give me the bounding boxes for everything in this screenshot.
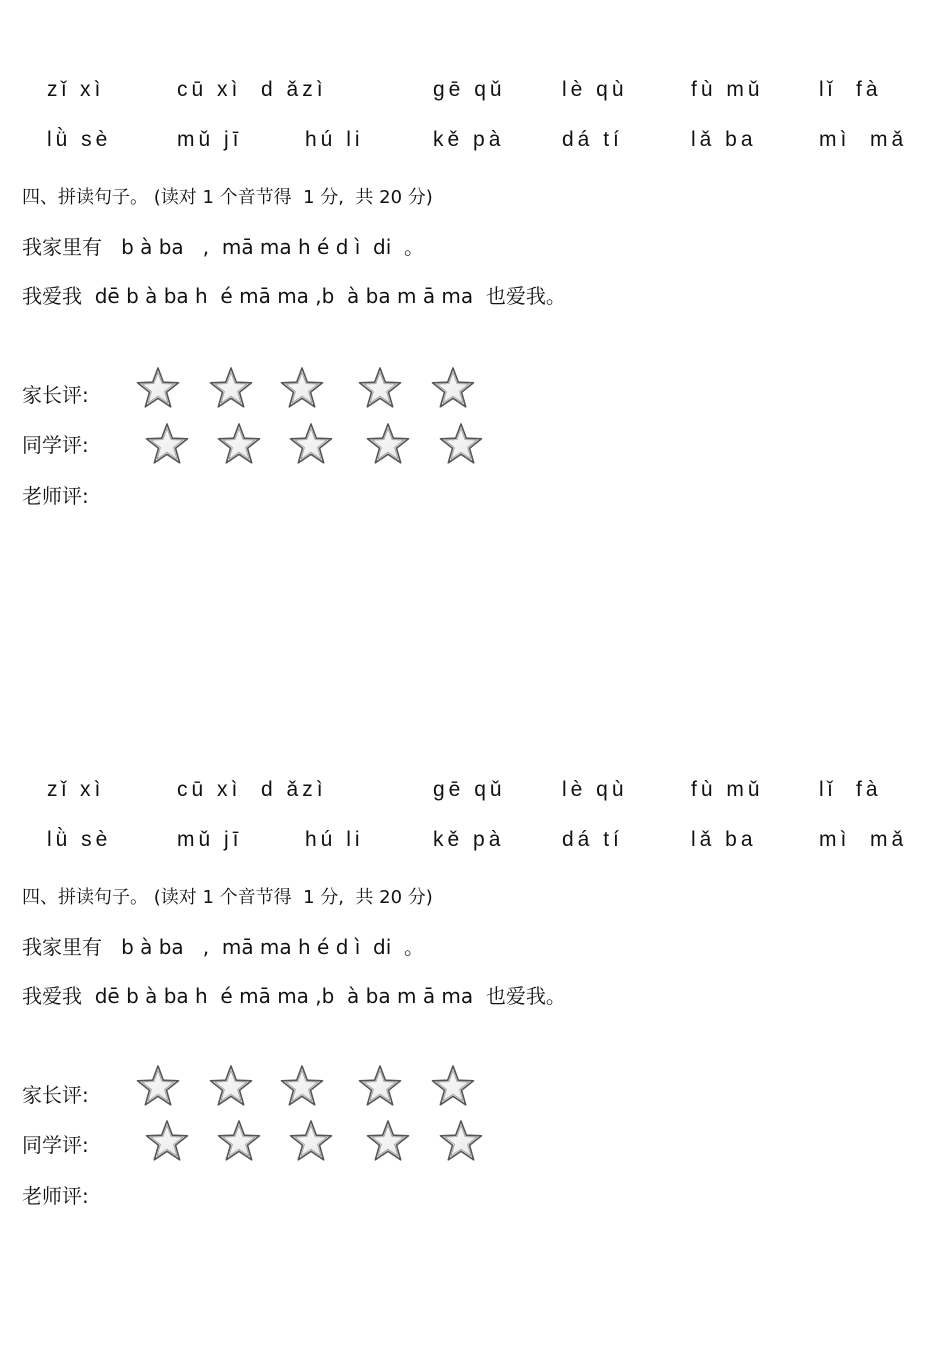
parent-rating-star-icon[interactable]	[209, 1064, 253, 1108]
pinyin-word: gē qǔ	[433, 78, 506, 101]
parent-rating-star-icon[interactable]	[136, 1064, 180, 1108]
parent-rating-star-icon[interactable]	[358, 366, 402, 410]
pinyin-word: lǎ ba	[691, 128, 757, 151]
pinyin-row-1	[0, 78, 950, 108]
parent-rating-star-icon[interactable]	[358, 1064, 402, 1108]
pinyin-word: zǐ xì	[47, 78, 105, 101]
pinyin-word: mǔ jī	[177, 128, 243, 151]
classmate-rating-star-icon[interactable]	[289, 1119, 333, 1163]
pinyin-word: gē qǔ	[433, 778, 506, 801]
pinyin-word: dá tí	[562, 128, 623, 151]
pinyin-word: lǐ fà	[819, 78, 882, 101]
pinyin-word: fù mǔ	[691, 778, 764, 801]
classmate-rating-star-icon[interactable]	[289, 422, 333, 466]
pinyin-word: lǜ sè	[47, 128, 112, 151]
pinyin-word: lè qù	[562, 78, 628, 101]
pinyin-row-1	[0, 778, 950, 808]
parent-rating-star-icon[interactable]	[280, 1064, 324, 1108]
parent-rating-star-icon[interactable]	[280, 366, 324, 410]
classmate-rating-star-icon[interactable]	[366, 1119, 410, 1163]
reading-sentence-2: 我爱我 dē b à ba h é mā ma ,b à ba m ā ma 也爱我。	[22, 284, 566, 308]
pinyin-row-2	[0, 828, 950, 858]
pinyin-word: mì mǎ	[819, 128, 908, 151]
pinyin-word: kě pà	[433, 128, 505, 151]
pinyin-word: cū xì d ǎzì	[177, 78, 327, 101]
pinyin-word: hú li	[305, 828, 364, 851]
pinyin-word: lǎ ba	[691, 828, 757, 851]
parent-rating-star-icon[interactable]	[431, 366, 475, 410]
pinyin-word: mǔ jī	[177, 828, 243, 851]
parent-rating-star-icon[interactable]	[136, 366, 180, 410]
pinyin-word: hú li	[305, 128, 364, 151]
section-heading: 四、拼读句子。 (读对 1 个音节得 1 分, 共 20 分)	[22, 887, 433, 908]
pinyin-word: lǜ sè	[47, 828, 112, 851]
classmate-rating-star-icon[interactable]	[439, 1119, 483, 1163]
classmate-rating-star-icon[interactable]	[217, 1119, 261, 1163]
parent-rating-label: 家长评:	[22, 383, 89, 407]
pinyin-word: fù mǔ	[691, 78, 764, 101]
classmate-rating-label: 同学评:	[22, 1133, 89, 1157]
pinyin-word: lè qù	[562, 778, 628, 801]
pinyin-row-2	[0, 128, 950, 158]
classmate-rating-star-icon[interactable]	[145, 1119, 189, 1163]
parent-rating-star-icon[interactable]	[431, 1064, 475, 1108]
pinyin-word: cū xì d ǎzì	[177, 778, 327, 801]
teacher-rating-label: 老师评:	[22, 484, 89, 508]
classmate-rating-star-icon[interactable]	[145, 422, 189, 466]
pinyin-word: mì mǎ	[819, 828, 908, 851]
reading-sentence-1: 我家里有 b à ba , mā ma h é d ì di 。	[22, 235, 425, 259]
classmate-rating-star-icon[interactable]	[366, 422, 410, 466]
parent-rating-star-icon[interactable]	[209, 366, 253, 410]
teacher-rating-label: 老师评:	[22, 1184, 89, 1208]
classmate-rating-star-icon[interactable]	[217, 422, 261, 466]
reading-sentence-1: 我家里有 b à ba , mā ma h é d ì di 。	[22, 935, 425, 959]
classmate-rating-star-icon[interactable]	[439, 422, 483, 466]
pinyin-word: kě pà	[433, 828, 505, 851]
classmate-rating-label: 同学评:	[22, 433, 89, 457]
pinyin-word: dá tí	[562, 828, 623, 851]
parent-rating-label: 家长评:	[22, 1083, 89, 1107]
pinyin-word: lǐ fà	[819, 778, 882, 801]
section-heading: 四、拼读句子。 (读对 1 个音节得 1 分, 共 20 分)	[22, 187, 433, 208]
pinyin-word: zǐ xì	[47, 778, 105, 801]
reading-sentence-2: 我爱我 dē b à ba h é mā ma ,b à ba m ā ma 也爱我。	[22, 984, 566, 1008]
